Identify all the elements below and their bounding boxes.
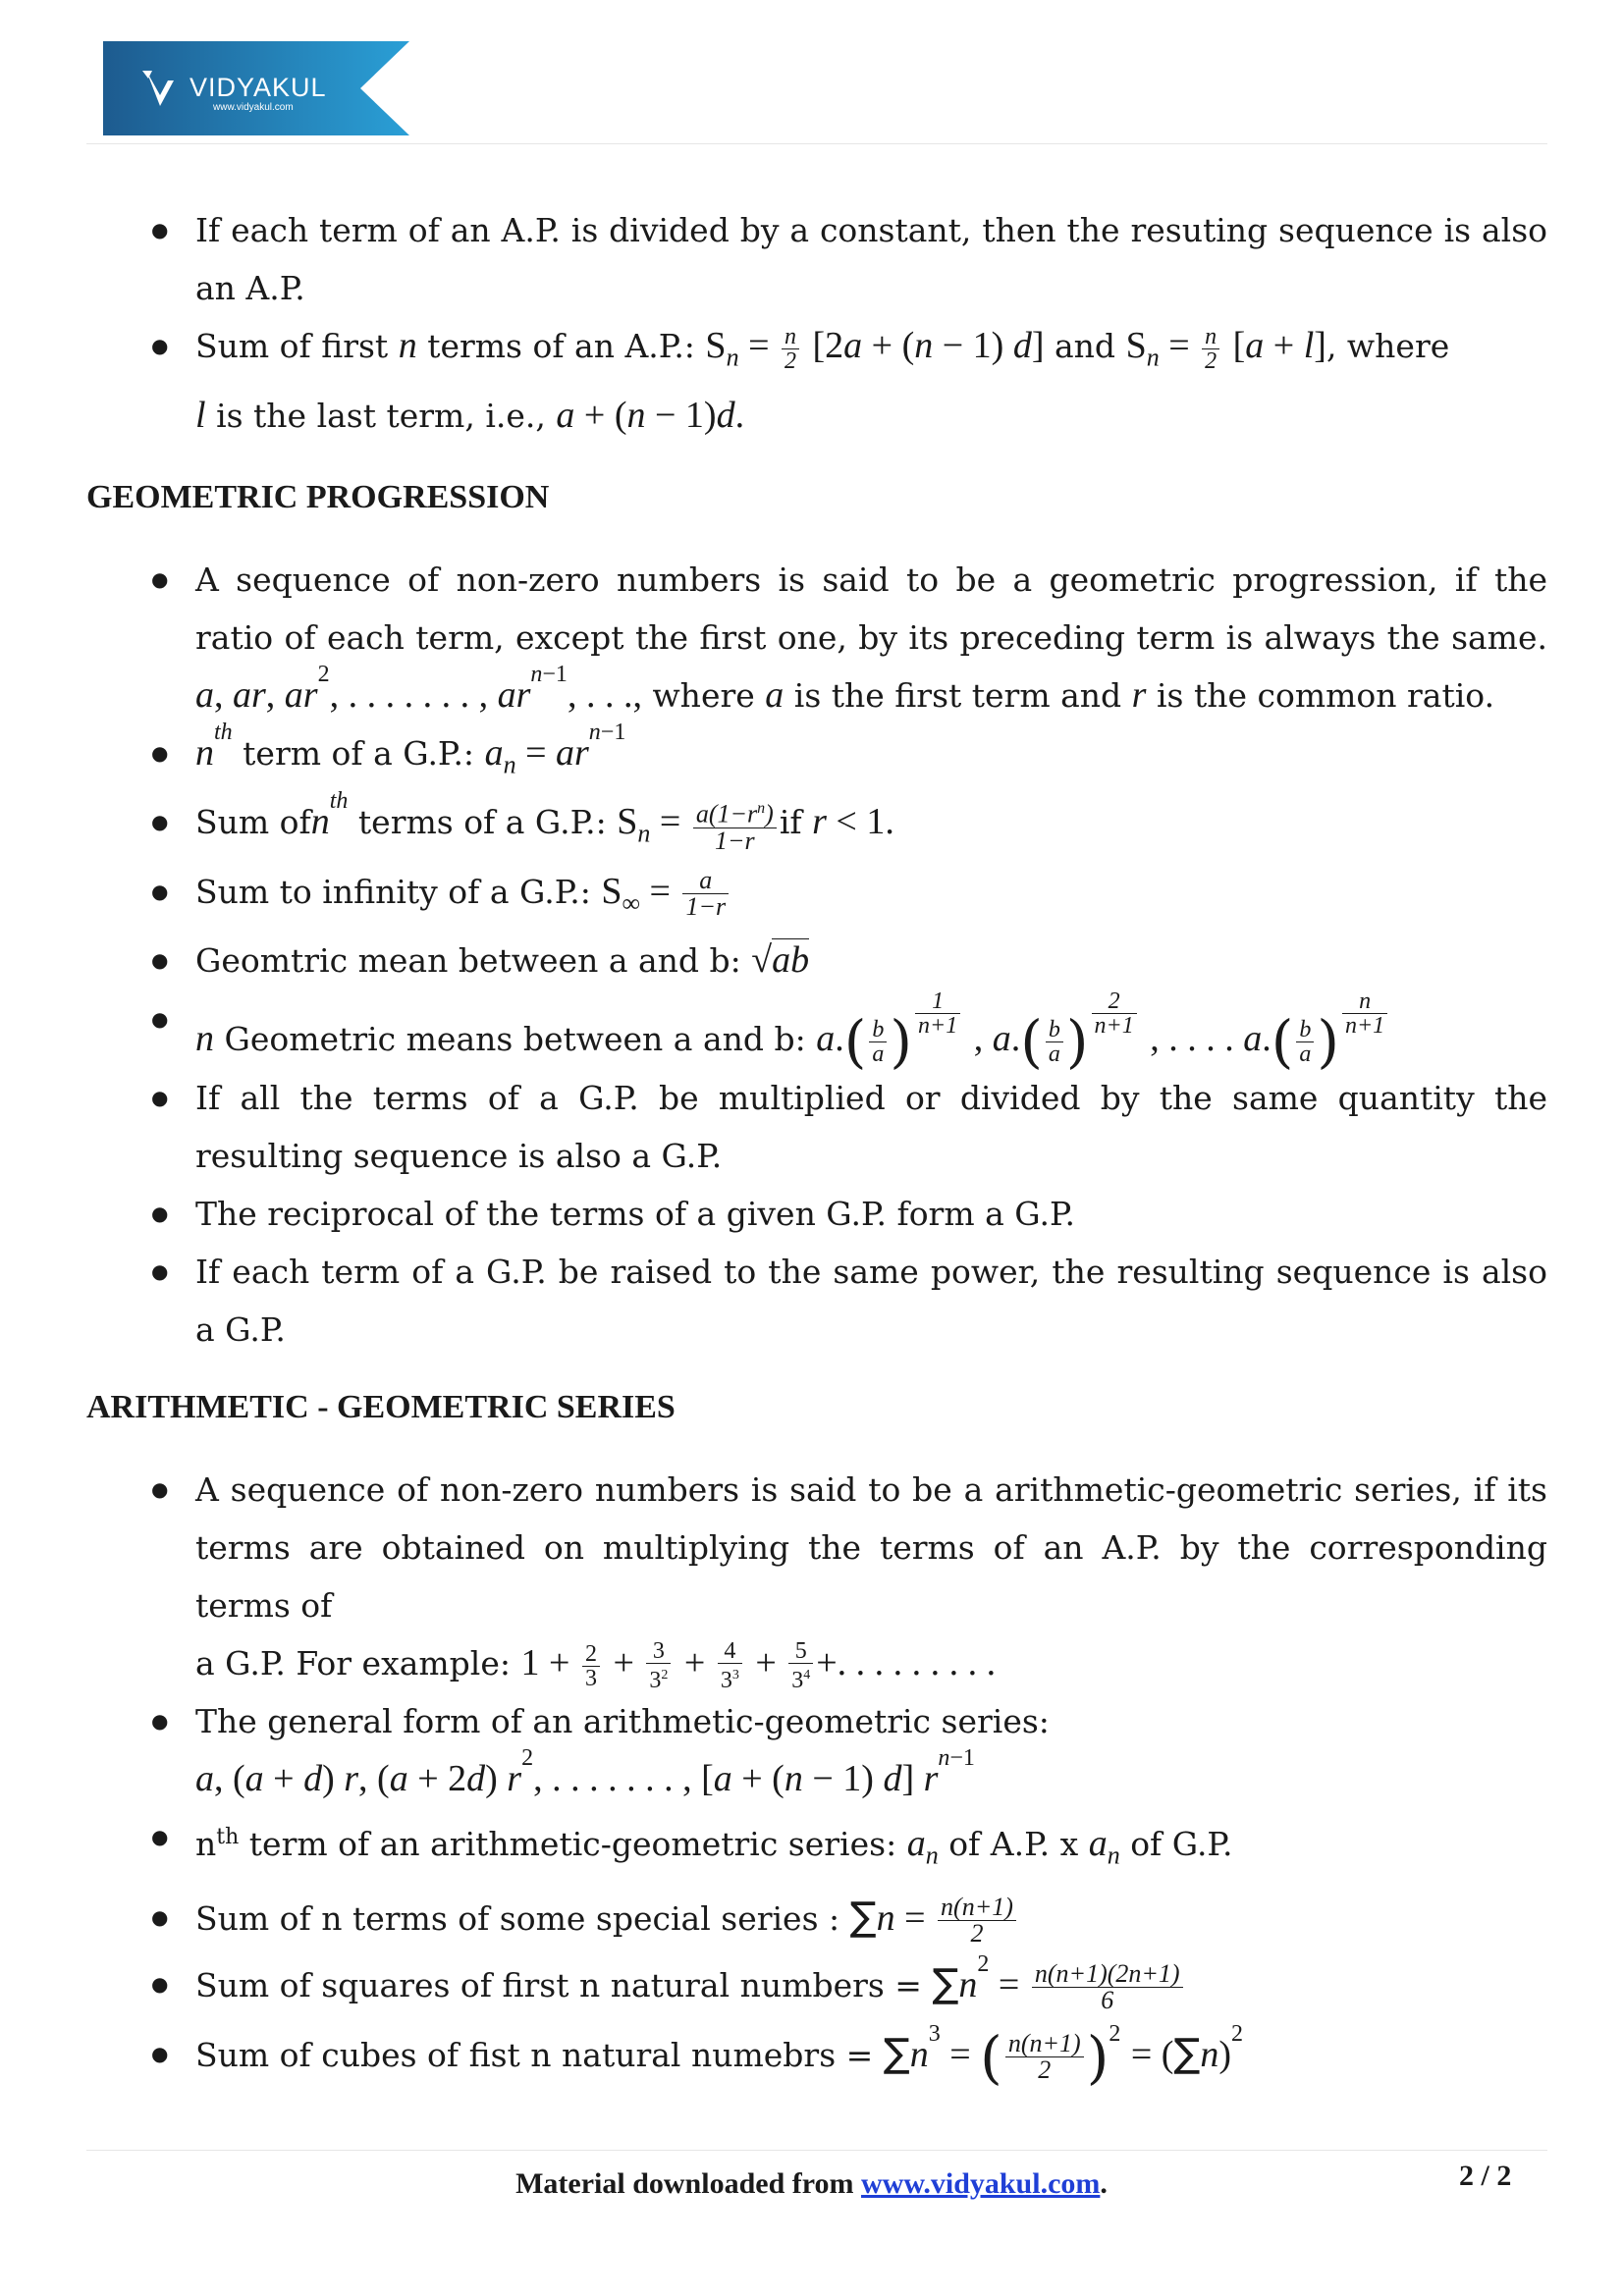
page-number: 2 / 2 (1459, 2160, 1512, 2192)
footer-divider (86, 2150, 1547, 2151)
logo-text: VIDYAKUL (189, 73, 327, 102)
list-item: ● The general form of an arithmetic-geometric series: a, (a + d) r, (a + 2d) $r^2$, . . . . . . . , [a + (n − 1) d] $r^{n-1}$ (86, 1692, 1547, 1808)
list-item: ● A sequence of non-zero numbers is said to be a arithmetic-geometric series, if its terms are obtained on multiplying the terms of an A.P. by the corresponding terms of a G.P. For example: 1 + $\frac{2}{3}$ + $\frac{3}{3^2}$ + $\frac{4}{3^3}$ + $\frac{5}{3^4}$ +. . . . . . . . . (86, 1461, 1547, 1692)
header-divider (86, 143, 1547, 144)
section-heading-gp: GEOMETRIC PROGRESSION (86, 478, 550, 515)
list-item: ● If each term of an A.P. is divided by a constant, then the resuting sequence is also an A.P. (86, 201, 1547, 317)
list-item: ● Sum of n terms of some special series : ∑n = $\frac{n(n+1)}{2}$ (86, 1885, 1547, 1951)
list-item: ● Sum of cubes of fist n natural numebrs = $\sum n^3$ = ( $\frac{n(n+1)}{2}$ )$^2 = (\sum n)^2$ (86, 2018, 1547, 2091)
list-item: ● A sequence of non-zero numbers is said to be a geometric progression, if the ratio of each term, except the first one, by its preceding term is always the same. a, ar, $ar^2$, . . . . . . . , $ar^{n-1}$, . . ., where a is the first term and r is the common ratio. (86, 551, 1547, 724)
logo-url: www.vidyakul.com (213, 102, 294, 113)
ags-list (86, 1461, 1547, 2091)
section-heading-ags: ARITHMETIC - GEOMETRIC SERIES (86, 1389, 676, 1426)
list-item: ● If each term of a G.P. be raised to the same power, the resulting sequence is also a G.P. (86, 1243, 1547, 1359)
list-item: ● n Geometric means between a and b: a.( $\frac{b}{a}$ ) $\frac{1}{n+1}$ , a.( $\frac{b}{a}$ ) $\frac{2}{n+1}$ , . . . . a.( $\frac{b}{a}$ ) $\frac{n}{n+1}$ (86, 989, 1547, 1069)
footer-text: Material downloaded from (515, 2167, 854, 2200)
gp-list (86, 551, 1547, 1360)
footer: Material downloaded from www.vidyakul.com. (515, 2167, 1108, 2200)
list-item: ● Sum of squares of first n natural numbers = $\sum n^2$ = $\frac{n(n+1)(2n+1)}{6}$ (86, 1951, 1547, 2018)
list-item: ● The reciprocal of the terms of a given G.P. form a G.P. (86, 1185, 1547, 1243)
list-item: ● Sum ofn$^{th}$ terms of a G.P.: $S_n$ = $\frac{a(1-r^n)}{1-r}$ if r < 1. (86, 793, 1547, 863)
list-item: ● Sum to infinity of a G.P.: $S_\infty$ = $\frac{a}{1-r}$ (86, 863, 1547, 933)
list-item: ● Sum of first n terms of an A.P.: $S_n$ = $\frac{n}{2}$ [2a + (n − 1) d] and $S_n$ = $\frac{n}{2}$ [a + l], where l is the last term, i.e., a + (n − 1)d. (86, 317, 1547, 445)
list-item: ● If all the terms of a G.P. be multiplied or divided by the same quantity the resulting sequence is also a G.P. (86, 1069, 1547, 1185)
list-item: ● Geomtric mean between a and b: √ab (86, 932, 1547, 989)
page-content (86, 201, 1547, 2091)
list-item: ● $n^{th}$ term of a G.P.: $a_n = ar^{n-1}$ (86, 724, 1547, 794)
ap-list (86, 201, 1547, 445)
footer-link[interactable]: www.vidyakul.com (861, 2167, 1101, 2200)
vidyakul-logo (103, 41, 409, 135)
list-item: ● $n^{th}$ term of an arithmetic-geometric series: $a_n$ of A.P. x $a_n$ of G.P. (86, 1808, 1547, 1885)
